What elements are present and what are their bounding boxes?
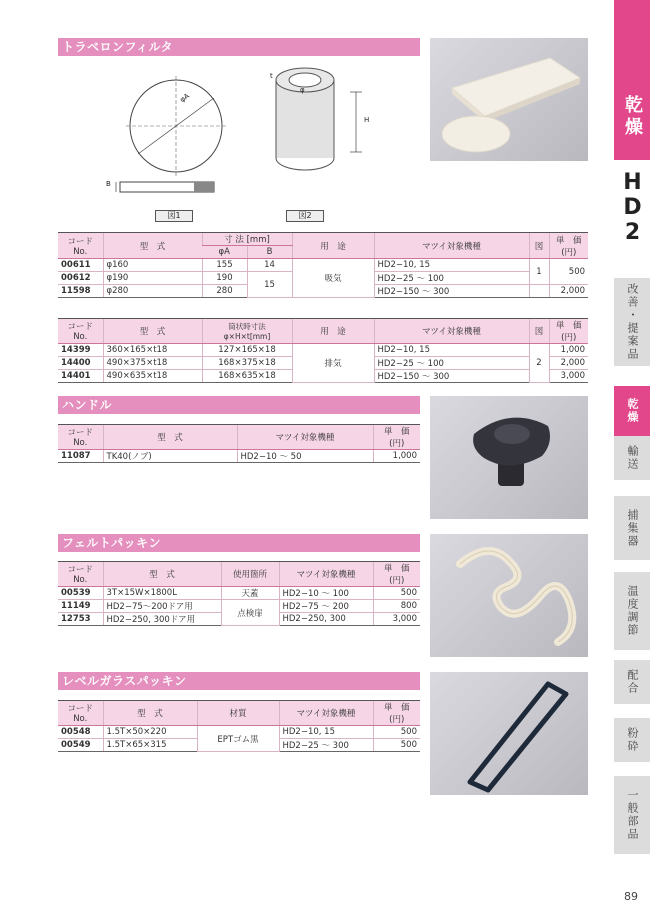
section-title-travelon-filter: トラベロンフィルタ — [58, 38, 420, 56]
felt-photo — [430, 534, 588, 657]
col-fig: 図 — [529, 319, 549, 344]
col-price: 単 価(円) — [373, 425, 420, 450]
dim-label-phi: φ — [300, 86, 305, 94]
cell-price: 500 — [373, 726, 420, 739]
col-model: 型 式 — [103, 319, 202, 344]
cell-use: 吸気 — [292, 259, 374, 298]
col-dims: 寸 法 [mm] — [202, 233, 292, 246]
handle-knob-image — [430, 396, 588, 519]
cell-price: 1,000 — [549, 344, 588, 357]
col-use: 用 途 — [292, 233, 374, 259]
filter-dimension-diagram — [100, 60, 400, 230]
col-price: 単 価(円) — [549, 233, 588, 259]
cell-price: 2,000 — [549, 357, 588, 370]
cell-target: HD2−150 〜 300 — [374, 370, 529, 383]
cell-target: HD2−25 〜 100 — [374, 272, 529, 285]
cell-model: 490×375×t18 — [103, 357, 202, 370]
sidebar-tab-transport[interactable]: 輸送 — [614, 436, 650, 480]
cell-price: 2,000 — [549, 285, 588, 298]
col-target: マツイ対象機種 — [237, 425, 373, 450]
col-target: マツイ対象機種 — [374, 319, 529, 344]
filter-exhaust-table — [58, 318, 588, 383]
cell-fig-empty — [529, 285, 549, 298]
col-price: 単 価(円) — [373, 701, 420, 726]
cell-target: HD2−10, 15 — [374, 344, 529, 357]
cell-model: TK40(ノブ) — [103, 450, 237, 463]
page-number: 89 — [624, 890, 638, 903]
col-code: コードNo. — [58, 319, 103, 344]
cell-target: HD2−25 〜 300 — [279, 739, 373, 752]
sidebar-tab-improvement[interactable]: 改善・提案品 — [614, 278, 650, 366]
cell-model: 1.5T×65×315 — [103, 739, 197, 752]
section-title-level-glass-packing: レベルガラスパッキン — [58, 672, 420, 690]
dim-label-phiA: φA — [178, 92, 191, 104]
cell-code: 11149 — [58, 600, 103, 613]
table-row — [58, 726, 420, 739]
cell-code: 12753 — [58, 613, 103, 626]
sidebar-model-label: HD2 — [620, 170, 645, 245]
table-row — [58, 450, 420, 463]
sidebar-tab-collector[interactable]: 捕集器 — [614, 496, 650, 560]
col-code: コードNo. — [58, 701, 103, 726]
cell-model: 3T×15W×1800L — [103, 587, 221, 600]
sidebar-tab-temperature[interactable]: 温度調節 — [614, 572, 650, 650]
table-row — [58, 600, 420, 613]
dim-label-B: B — [106, 180, 111, 188]
cell-code: 14400 — [58, 357, 103, 370]
cell-target: HD2−75 〜 200 — [279, 600, 373, 613]
cell-price: 3,000 — [549, 370, 588, 383]
cell-code: 00548 — [58, 726, 103, 739]
col-model: 型 式 — [103, 562, 221, 587]
cell-dims: 168×635×18 — [202, 370, 292, 383]
cell-model: HD2−75〜200ドア用 — [103, 600, 221, 613]
cell-code: 14401 — [58, 370, 103, 383]
dim-label-t: t — [270, 72, 273, 80]
cell-target: HD2−10 〜 50 — [237, 450, 373, 463]
col-material: 材質 — [197, 701, 279, 726]
figure-label-1: 図1 — [155, 210, 193, 222]
glass-packing-photo — [430, 672, 588, 795]
cell-code: 14399 — [58, 344, 103, 357]
filter-intake-table — [58, 232, 588, 298]
cell-price: 500 — [549, 259, 588, 285]
filter-sheet-image — [430, 38, 588, 161]
col-use: 用 途 — [292, 319, 374, 344]
cell-model: HD2−250, 300ドア用 — [103, 613, 221, 626]
cell-target: HD2−250, 300 — [279, 613, 373, 626]
sidebar-tab-mixing[interactable]: 配合 — [614, 660, 650, 704]
figure-label-2: 図2 — [286, 210, 324, 222]
cell-model: φ280 — [103, 285, 202, 298]
cell-model: φ160 — [103, 259, 202, 272]
glass-packing-image — [430, 672, 588, 795]
sidebar-tab-crushing[interactable]: 粉砕 — [614, 718, 650, 762]
col-code: コードNo. — [58, 233, 103, 259]
cell-dims: 168×375×18 — [202, 357, 292, 370]
cell-place: 点検扉 — [221, 600, 279, 626]
cell-fig: 2 — [529, 344, 549, 383]
cell-target: HD2−150 〜 300 — [374, 285, 529, 298]
table-row — [58, 259, 588, 272]
col-fig: 図 — [529, 233, 549, 259]
sidebar-main-label: 乾燥 — [622, 95, 643, 139]
cell-target: HD2−10, 15 — [279, 726, 373, 739]
diagram-area — [100, 60, 400, 230]
cell-B: 14 — [247, 259, 292, 272]
felt-table — [58, 561, 420, 626]
col-price: 単 価(円) — [549, 319, 588, 344]
table-row — [58, 344, 588, 357]
cell-phiA: 155 — [202, 259, 247, 272]
cell-fig: 1 — [529, 259, 549, 285]
cell-phiA: 280 — [202, 285, 247, 298]
section-title-handle: ハンドル — [58, 396, 420, 414]
cell-price: 1,000 — [373, 450, 420, 463]
col-model: 型 式 — [103, 701, 197, 726]
cell-code: 11087 — [58, 450, 103, 463]
col-target: マツイ対象機種 — [279, 562, 373, 587]
cell-use: 排気 — [292, 344, 374, 383]
cell-material: EPTゴム黒 — [197, 726, 279, 752]
cell-code: 00611 — [58, 259, 103, 272]
cell-code: 00539 — [58, 587, 103, 600]
col-code: コードNo. — [58, 562, 103, 587]
glass-packing-table — [58, 700, 420, 752]
cell-model: 360×165×t18 — [103, 344, 202, 357]
cell-place: 天蓋 — [221, 587, 279, 600]
cell-price: 3,000 — [373, 613, 420, 626]
table-row — [58, 587, 420, 600]
col-model: 型 式 — [103, 233, 202, 259]
cell-phiA: 190 — [202, 272, 247, 285]
sidebar-tab-drying[interactable]: 乾燥 — [614, 386, 650, 436]
filter-photo — [430, 38, 588, 161]
dim-label-H: H — [364, 116, 370, 124]
cell-price: 500 — [373, 739, 420, 752]
cell-target: HD2−10 〜 100 — [279, 587, 373, 600]
col-place: 使用箇所 — [221, 562, 279, 587]
cell-B: 15 — [247, 272, 292, 298]
section-title-felt-packing: フェルトパッキン — [58, 534, 420, 552]
col-dims: 筒状時寸法 φ×H×t[mm] — [202, 319, 292, 344]
cell-price: 800 — [373, 600, 420, 613]
cell-code: 00612 — [58, 272, 103, 285]
col-phiA: φA — [202, 246, 247, 259]
col-B: B — [247, 246, 292, 259]
col-target: マツイ対象機種 — [374, 233, 529, 259]
cell-model: φ190 — [103, 272, 202, 285]
cell-target: HD2−25 〜 100 — [374, 357, 529, 370]
handle-photo — [430, 396, 588, 519]
cell-dims: 127×165×18 — [202, 344, 292, 357]
cell-target: HD2−10, 15 — [374, 259, 529, 272]
col-code: コードNo. — [58, 425, 103, 450]
cell-price: 500 — [373, 587, 420, 600]
sidebar-tab-general-parts[interactable]: 一般部品 — [614, 776, 650, 854]
cell-model: 490×635×t18 — [103, 370, 202, 383]
col-model: 型 式 — [103, 425, 237, 450]
col-target: マツイ対象機種 — [279, 701, 373, 726]
cell-code: 00549 — [58, 739, 103, 752]
felt-strip-image — [430, 534, 588, 657]
cell-model: 1.5T×50×220 — [103, 726, 197, 739]
cell-code: 11598 — [58, 285, 103, 298]
col-price: 単 価(円) — [373, 562, 420, 587]
handle-table — [58, 424, 420, 463]
